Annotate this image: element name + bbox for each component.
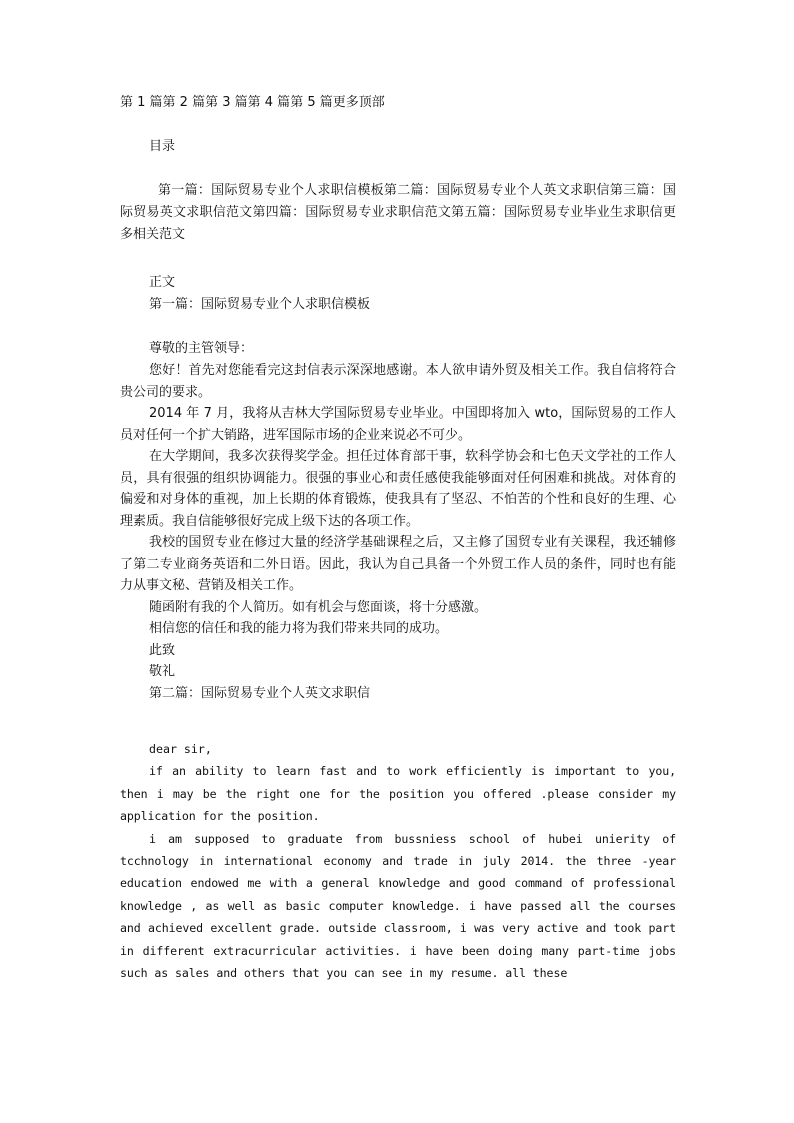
- document-body: [120, 92, 676, 984]
- nav-article-4[interactable]: 第 4 篇: [247, 95, 291, 110]
- article-1-greeting: 尊敬的主管领导：: [149, 341, 254, 356]
- table-of-contents: [120, 180, 676, 246]
- article-nav: [120, 92, 676, 114]
- article-1-paragraph: 随函附有我的个人简历。如有机会与您面谈，将十分感激。: [149, 599, 488, 615]
- nav-top[interactable]: 顶部: [358, 95, 385, 110]
- nav-article-3[interactable]: 第 3 篇: [205, 95, 248, 110]
- article-1-paragraph: 在大学期间，我多次获得奖学金。担任过体育部干事，软科学协会和七色天文学社的工作人员，具有很强的组织协调能力。很强的事业心和责任感使我能够面对任何困难和挑战。对体育的偏爱和对身体的重视，加上长期的体育锻炼，使我具有了坚忍、不怕苦的个性和良好的生理、心理素质。我自信能够很好完成上级下达的各项工作。: [120, 449, 676, 529]
- article-1-salute: 敬礼: [149, 664, 176, 679]
- article-2-paragraph: i am supposed to graduate from bussniess school of hubei unierity of tcchnology in international economy and trade in july 2014. the three -year education endowed me with a general knowledge and good command of professional knowledge , as well as basic computer knowledge. i have passed all the courses and achieved excellent grade. outside classroom, i was very active and took part in different extracurricular activities. i have been doing many part-time jobs such as sales and others that you can see in my resume. all these: [120, 831, 676, 981]
- body-label: 正文: [149, 275, 176, 290]
- article-2-title: 第二篇：国际贸易专业个人英文求职信: [149, 685, 371, 701]
- nav-more[interactable]: 更多: [332, 95, 359, 110]
- toc-entry-1[interactable]: 第一篇：国际贸易专业个人求职信模板: [158, 183, 384, 198]
- nav-article-5[interactable]: 第 5 篇: [290, 95, 333, 110]
- toc-entry-4[interactable]: 第四篇：国际贸易专业求职信范文: [252, 205, 452, 220]
- article-1-paragraph: 我校的国贸专业在修过大量的经济学基础课程之后，又主修了国贸专业有关课程，我还辅修了第二专业商务英语和二外日语。因此，我认为自己具备一个外贸工作人员的条件，同时也有能力从事文秘、营销及相关工作。: [120, 535, 676, 593]
- article-1-closing: 此致: [149, 642, 176, 658]
- toc-entry-more[interactable]: 更多相关范文: [120, 205, 676, 242]
- toc-entry-5[interactable]: 第五篇：国际贸易专业毕业生求职信: [451, 205, 663, 220]
- nav-article-2[interactable]: 第 2 篇: [162, 95, 206, 110]
- toc-title: 目录: [149, 139, 176, 154]
- toc-entry-2[interactable]: 第二篇：国际贸易专业个人英文求职信: [383, 183, 610, 198]
- article-1-paragraph: 2014 年 7 月，我将从吉林大学国际贸易专业毕业。中国即将加入 wto，国际贸易的工作人员对任何一个扩大销路，进军国际市场的企业来说必不可少。: [120, 406, 676, 443]
- nav-article-1[interactable]: 第 1 篇: [120, 95, 163, 110]
- article-2-paragraph: if an ability to learn fast and to work efficiently is important to you, then i may be the right one for the position you offered .please consider my application for the position.: [120, 764, 676, 824]
- article-1-title: 第一篇：国际贸易专业个人求职信模板: [149, 297, 371, 312]
- article-1-paragraph: 相信您的信任和我的能力将为我们带来共同的成功。: [149, 621, 449, 636]
- article-1-paragraph: 您好！首先对您能看完这封信表示深深地感谢。本人欲申请外贸及相关工作。我自信将符合贵公司的要求。: [120, 363, 676, 400]
- article-2-salutation: dear sir,: [149, 742, 212, 756]
- toc-entry-3[interactable]: 第三篇：国际贸易英文求职信范文: [120, 183, 676, 220]
